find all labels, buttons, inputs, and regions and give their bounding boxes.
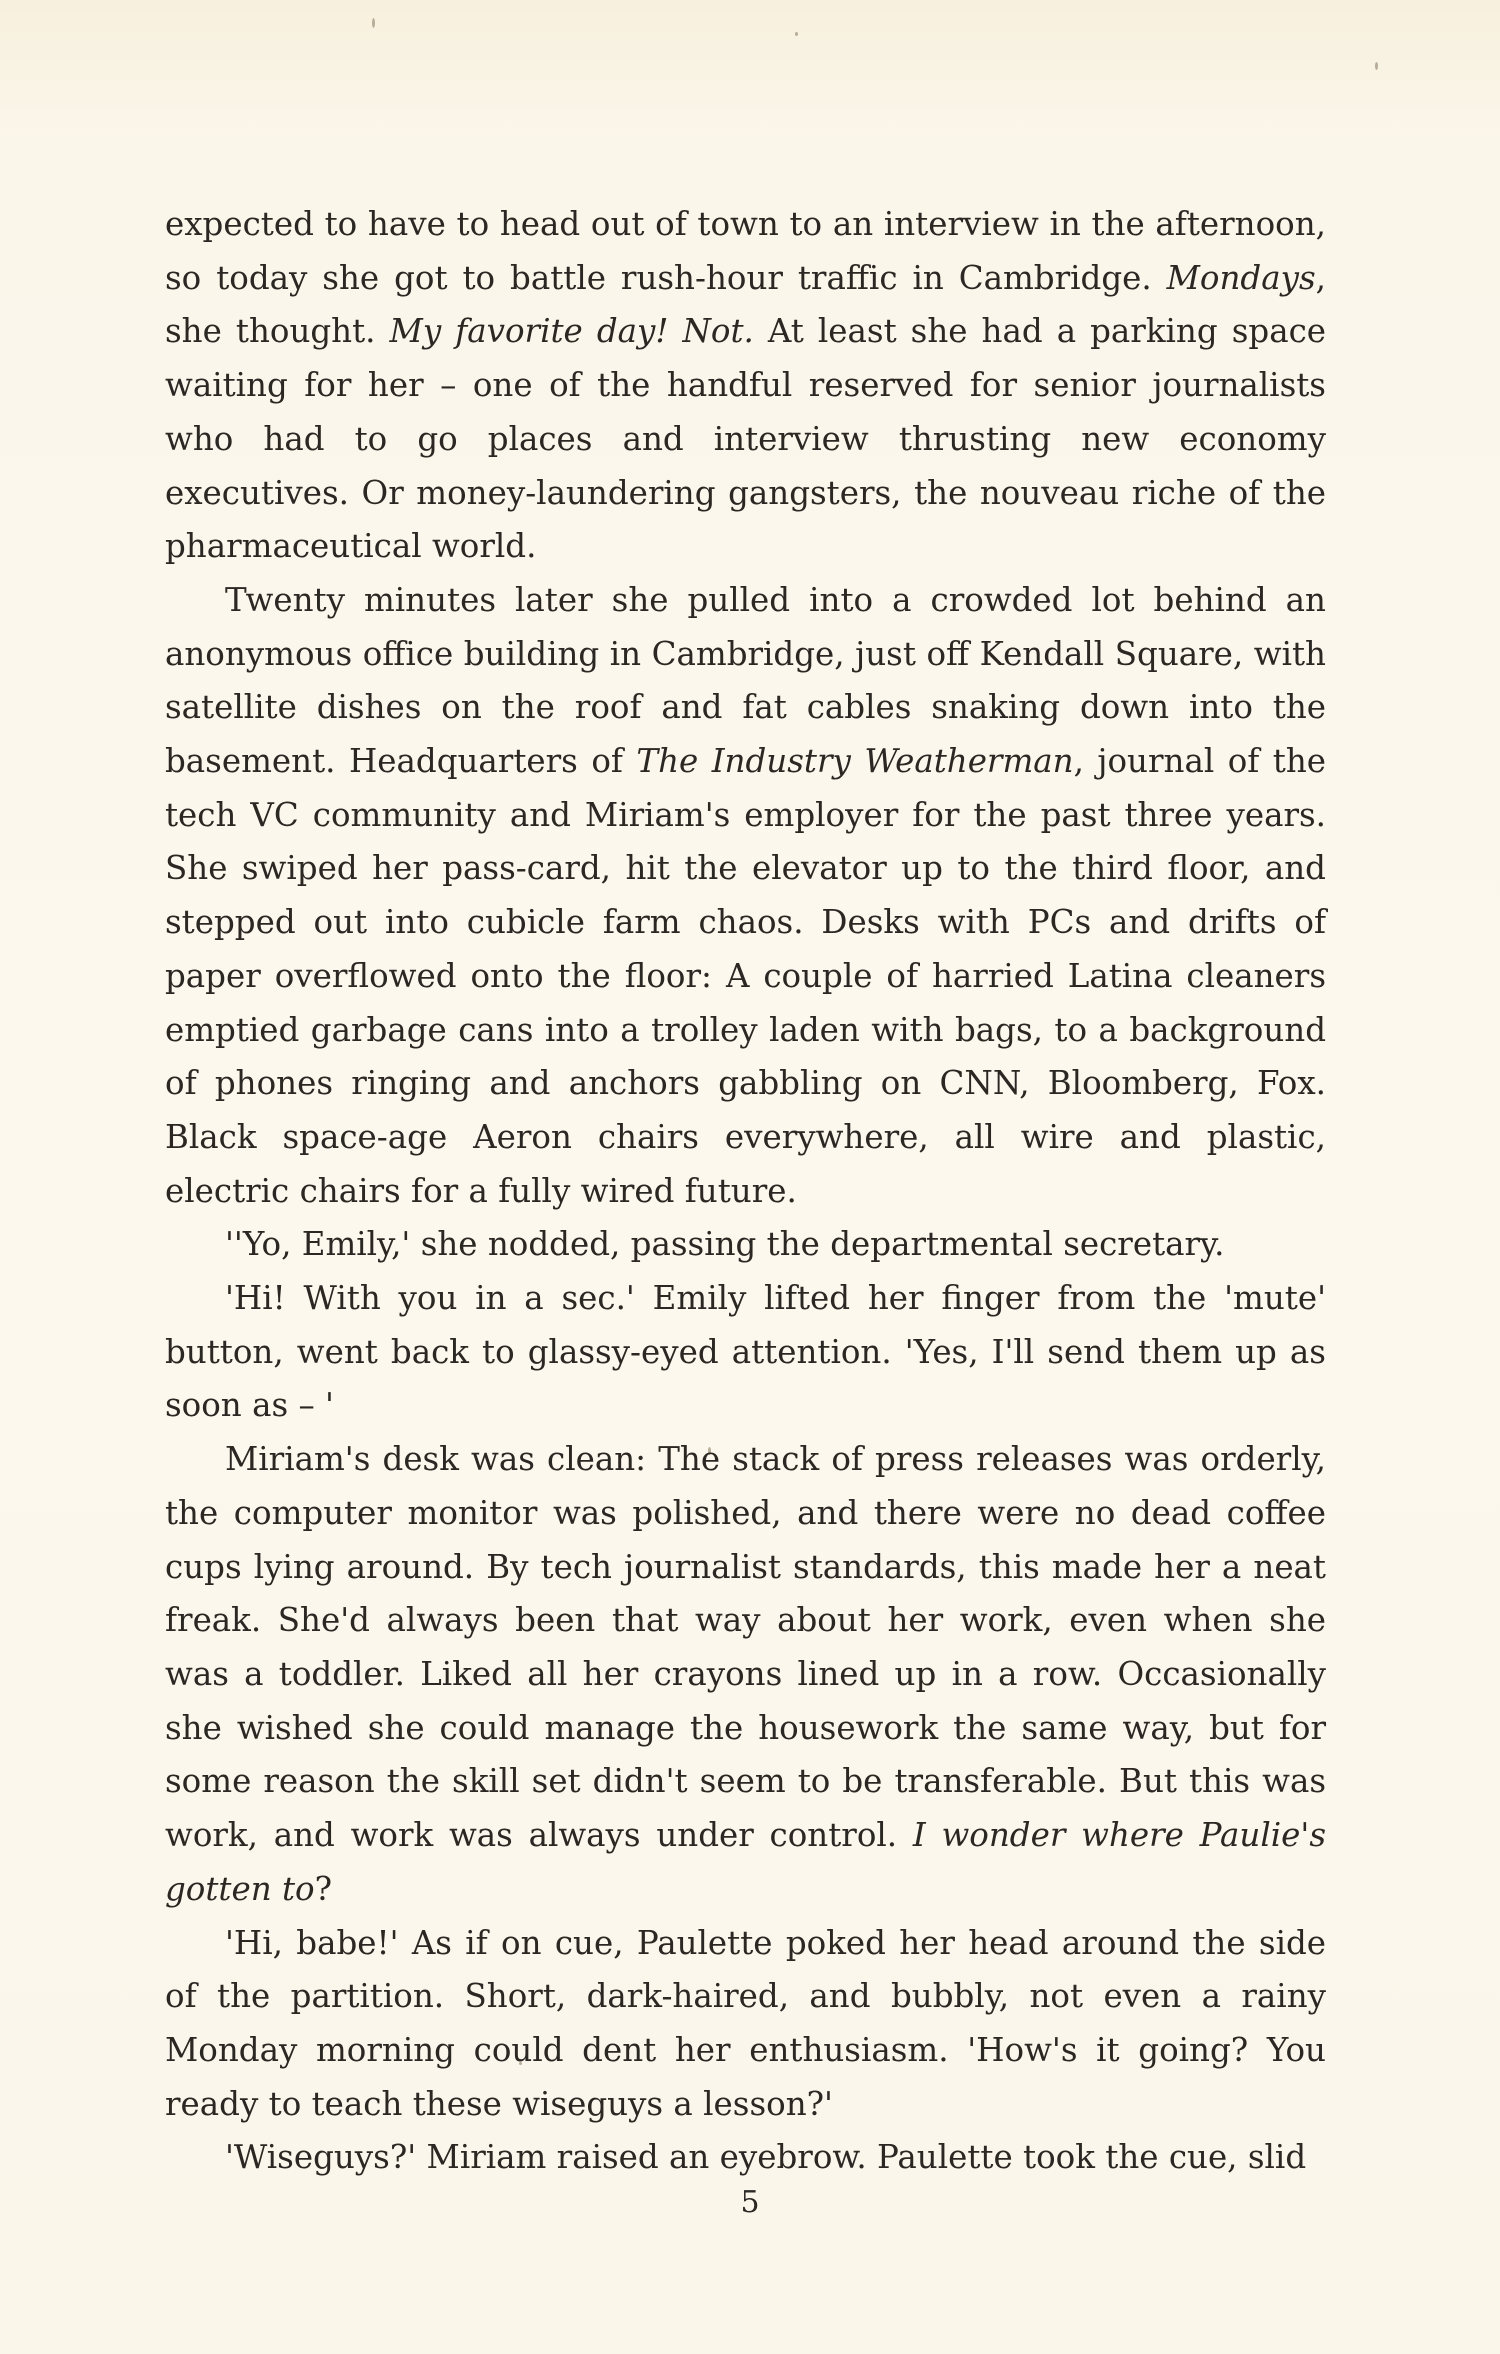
body-text [165,198,1326,2185]
text-segment: 'Hi, babe!' As if on cue, Paulette poked her head around the side of the partition. Short, dark-haired, and bubbly, not even a rainy Monday morning could dent her enthusiasm. 'How's it going? You ready to teach these wiseguys a lesson?' [165,1923,1326,2123]
paragraph [165,198,1326,574]
text-segment: 'Wiseguys?' Miriam raised an eyebrow. Paulette took the cue, slid [225,2138,1307,2177]
paragraph [165,1272,1326,1433]
italic-text-segment: The Industry Weatherman [636,742,1074,781]
italic-text-segment: I wonder where Paulie's gotten to [165,1816,1326,1908]
paragraph [165,1218,1326,1272]
italic-text-segment: Mondays [1166,258,1316,297]
paragraph [165,2131,1326,2185]
text-segment: , she thought. [165,258,1326,351]
italic-text-segment: My favorite day! Not. [389,312,754,351]
text-segment: , journal of the tech VC community and Miriam's employer for the past three years. She swiped her pass-card, hit the elevator up to the third floor, and stepped out into cubicle farm chaos. Desks with PCs and drifts of paper overflowed onto the floor: A couple of harried Latina cleaners emptied garbage cans into a trolley laden with bags, to a background of phones ringing and anchors gabbling on CNN, Bloomberg, Fox. Black space-age Aeron chairs everywhere, all wire and plastic, electric chairs for a fully wired future. [165,742,1326,1210]
text-segment: Twenty minutes later she pulled into a crowded lot behind an anonymous office building in Cambridge, just off Kendall Square, with satellite dishes on the roof and fat cables snaking down into the basement. Headquarters of [165,580,1326,781]
paper-speck [372,18,375,28]
text-segment: At least she had a parking space waiting for her – one of the handful reserved for senior journalists who had to go places and interview thrusting new economy executives. Or money-laundering gangsters, the nouveau riche of the pharmaceutical world. [165,312,1327,566]
text-segment: 'Hi! With you in a sec.' Emily lifted her finger from the 'mute' button, went back to glassy-eyed attention. 'Yes, I'll send them up as soon as – ' [165,1279,1326,1425]
text-segment: ? [314,1869,333,1908]
text-segment: expected to have to head out of town to an interview in the afternoon, so today she got to battle rush-hour traffic in Cambridge. [165,205,1326,297]
page-number: 5 [740,2185,760,2220]
text-segment: ''Yo, Emily,' she nodded, passing the departmental secretary. [225,1225,1225,1264]
text-segment: Miriam's desk was clean: The stack of press releases was orderly, the computer monitor was polished, and there were no dead coffee cups lying around. By tech journalist standards, this made her a neat freak. She'd always been that way about her work, even when she was a toddler. Liked all her crayons lined up in a row. Occasionally she wished she could manage the housework the same way, but for some reason the skill set didn't seem to be transferable. But this was work, and work was always under control. [165,1440,1326,1855]
paragraph [165,574,1326,1218]
paper-speck [1375,62,1378,70]
paper-speck [795,32,798,36]
paragraph [165,1433,1326,1916]
paragraph [165,1917,1326,2132]
